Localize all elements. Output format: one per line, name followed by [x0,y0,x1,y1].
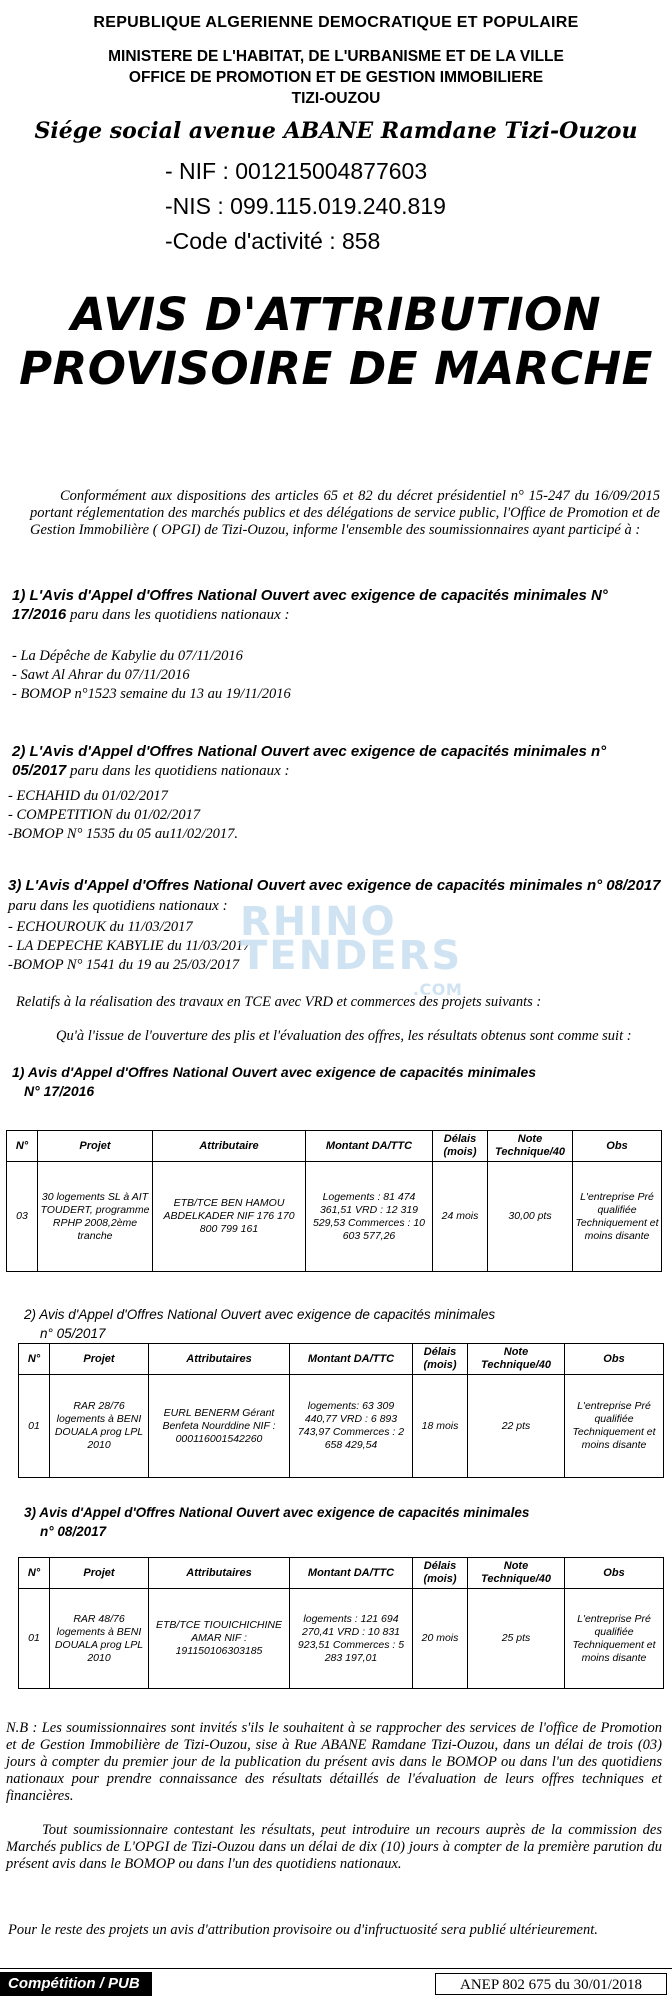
table-1-caption-number: N° 17/2016 [24,1083,95,1099]
cell-projet: RAR 28/76 logements à BENI DOUALA prog LPL 2010 [50,1375,149,1478]
table-3-caption [24,1503,664,1541]
notice-title [0,288,672,396]
list-item: - BOMOP n°1523 semaine du 13 au 19/11/2016 [12,686,291,702]
col-header: Montant DA/TTC [306,1131,433,1162]
list-item: - ECHOUROUK du 11/03/2017 [8,919,193,935]
intro-paragraph: Conformément aux dispositions des articles 65 et 82 du décret présidentiel n° 15-247 du 16/09/2015 portant réglementation des marchés publics et des délégations de service public, l'Office de Promotion et de Gestion Immobilière ( OPGI) de Tizi-Ouzou, informe l'ensemble des soumissionnaires ayant participé à : [30,488,660,538]
appeal-paragraph: Tout soumissionnaire contestant les résultats, peut introduire un recours auprès de la commission des Marchés publics de L'OPGI de Tizi-Ouzou dans un délai de dix (10) jours à compter de la première parution du présent avis dans le BOMOP ou dans l'un des quotidiens nationaux. [6,1822,662,1872]
cell-projet: 30 logements SL à AIT TOUDERT, programme RPHP 2008,2ème tranche [38,1162,153,1272]
cell-attributaire: EURL BENERM Gérant Benfeta Nourddine NIF : 000116001542260 [149,1375,290,1478]
cell-attributaire: ETB/TCE BEN HAMOU ABDELKADER NIF 176 170 800 799 161 [153,1162,306,1272]
table-2-caption-line: 2) Avis d'Appel d'Offres National Ouvert avec exigence de capacités minimales [24,1307,496,1322]
table-row [19,1375,664,1478]
republic-header: REPUBLIQUE ALGERIENNE DEMOCRATIQUE ET POPULAIRE [93,14,579,31]
section-2-title: 2) L'Avis d'Appel d'Offres National Ouvert avec exigence de capacités minimales n° 05/2017 [12,743,607,779]
col-header: N° [19,1558,50,1589]
col-header: Obs [565,1558,664,1589]
col-header: Note Technique/40 [468,1344,565,1375]
table-2-caption [24,1305,664,1343]
list-item: - La Dépêche de Kabylie du 07/11/2016 [12,648,243,664]
anep-reference: ANEP 802 675 du 30/01/2018 [435,1973,667,1995]
nif-number: - NIF : 001215004877603 [165,158,428,184]
head-office-address: Siége social avenue ABANE Ramdane Tizi-Ouzou [34,118,638,144]
cell-num: 03 [7,1162,38,1272]
list-item: - LA DEPECHE KABYLIE du 11/03/2017 [8,938,251,954]
results-table-2 [18,1343,664,1478]
results-table-3 [18,1557,664,1689]
col-header: Projet [38,1131,153,1162]
list-item: - ECHAHID du 01/02/2017 [8,788,168,804]
col-header: Projet [50,1558,149,1589]
cell-num: 01 [19,1375,50,1478]
rhino-tenders-watermark [240,899,463,1007]
table-2-caption-number: n° 05/2017 [40,1326,106,1341]
cell-montant: logements : 121 694 270,41 VRD : 10 831 923,51 Commerces : 5 283 197,01 [290,1589,413,1689]
section-1-heading [12,586,662,625]
office-line: OFFICE DE PROMOTION ET DE GESTION IMMOBILIERE [128,69,544,86]
list-item: -BOMOP N° 1535 du 05 au11/02/2017. [8,826,239,842]
ministry-header [0,46,672,109]
cell-obs: L'entreprise Pré qualifiée Techniquement et moins disante [573,1162,662,1272]
cell-delais: 18 mois [413,1375,468,1478]
table-1-caption [12,1063,662,1101]
cell-obs: L'entreprise Pré qualifiée Techniquement et moins disante [565,1375,664,1478]
list-item: - COMPETITION du 01/02/2017 [8,807,201,823]
section-3-title: 3) L'Avis d'Appel d'Offres National Ouvert avec exigence de capacités minimales n° 08/2017 [8,877,661,894]
col-header: Attributaire [153,1131,306,1162]
table-1-caption-line: 1) Avis d'Appel d'Offres National Ouvert avec exigence de capacités minimales [12,1064,537,1080]
col-header: N° [7,1131,38,1162]
cell-obs: L'entreprise Pré qualifiée Techniquement et moins disante [565,1589,664,1689]
section-3-suffix: paru dans les quotidiens nationaux : [8,898,228,914]
watermark-line-1: RHINO [240,899,397,945]
section-1-suffix: paru dans les quotidiens nationaux : [66,607,290,623]
table-3-caption-line: 3) Avis d'Appel d'Offres National Ouvert avec exigence de capacités minimales [24,1505,530,1520]
col-header: Attributaires [149,1558,290,1589]
ministry-line: MINISTERE DE L'HABITAT, DE L'URBANISME ET DE LA VILLE [108,48,564,65]
col-header: N° [19,1344,50,1375]
identifiers-block [165,154,446,259]
col-header: Délais (mois) [413,1344,468,1375]
table-row [7,1162,662,1272]
activity-code: -Code d'activité : 858 [165,228,381,254]
relatifs-paragraph: Relatifs à la réalisation des travaux en TCE avec VRD et commerces des projets suivants : [16,994,542,1010]
section-1-list [12,647,291,704]
section-2-suffix: paru dans les quotidiens nationaux : [66,763,290,779]
section-2-heading [12,742,662,781]
title-line-1: AVIS D'ATTRIBUTION [70,288,602,341]
col-header: Attributaires [149,1344,290,1375]
watermark-line-2: TENDERS [240,933,463,979]
cell-note: 22 pts [468,1375,565,1478]
nb-paragraph: N.B : Les soumissionnaires sont invités s'ils le souhaitent à se rapprocher des services de l'office de Promotion et de Gestion Immobilière de Tizi-Ouzou, sise à Rue ABANE Ramdane Tizi-Ouzou, dans un délai de trois (03) jours à compter du premier jour de la publication du présent avis dans le BOMOP ou dans l'un des quotidiens nationaux pour prendre connaissance des résultats détaillés de l'évaluation de leurs offres techniques et financières. [6,1720,662,1804]
cell-note: 25 pts [468,1589,565,1689]
col-header: Obs [565,1344,664,1375]
footer-rule [0,1968,672,1969]
cell-num: 01 [19,1589,50,1689]
col-header: Délais (mois) [433,1131,488,1162]
closing-paragraph: Pour le reste des projets un avis d'attribution provisoire ou d'infructuosité sera publié ultérieurement. [8,1922,598,1938]
list-item: -BOMOP N° 1541 du 19 au 25/03/2017 [8,957,240,973]
col-header: Montant DA/TTC [290,1558,413,1589]
col-header: Note Technique/40 [488,1131,573,1162]
table-3-caption-number: n° 08/2017 [40,1524,107,1539]
publication-category: Compétition / PUB [0,1972,152,1996]
col-header: Projet [50,1344,149,1375]
table-row [19,1589,664,1689]
cell-delais: 20 mois [413,1589,468,1689]
cell-montant: Logements : 81 474 361,51 VRD : 12 319 529,53 Commerces : 10 603 577,26 [306,1162,433,1272]
cell-note: 30,00 pts [488,1162,573,1272]
results-intro: Qu'à l'issue de l'ouverture des plis et l'évaluation des offres, les résultats obtenus sont comme suit : [56,1028,632,1044]
col-header: Montant DA/TTC [290,1344,413,1375]
watermark-line-3: .COM [412,980,463,999]
col-header: Obs [573,1131,662,1162]
cell-delais: 24 mois [433,1162,488,1272]
col-header: Délais (mois) [413,1558,468,1589]
title-line-2: PROVISOIRE DE MARCHE [19,342,653,395]
cell-projet: RAR 48/76 logements à BENI DOUALA prog LPL 2010 [50,1589,149,1689]
section-3-list [8,918,250,975]
cell-montant: logements: 63 309 440,77 VRD : 6 893 743,97 Commerces : 2 658 429,54 [290,1375,413,1478]
section-2-list [8,787,238,844]
nis-number: -NIS : 099.115.019.240.819 [165,193,446,219]
city-line: TIZI-OUZOU [291,90,381,107]
section-1-title: 1) L'Avis d'Appel d'Offres National Ouvert avec exigence de capacités minimales N° 17/2016 [12,587,608,623]
results-table-1 [6,1130,662,1272]
cell-attributaire: ETB/TCE TIOUICHICHINE AMAR NIF : 191150106303185 [149,1589,290,1689]
list-item: - Sawt Al Ahrar du 07/11/2016 [12,667,190,683]
col-header: Note Technique/40 [468,1558,565,1589]
